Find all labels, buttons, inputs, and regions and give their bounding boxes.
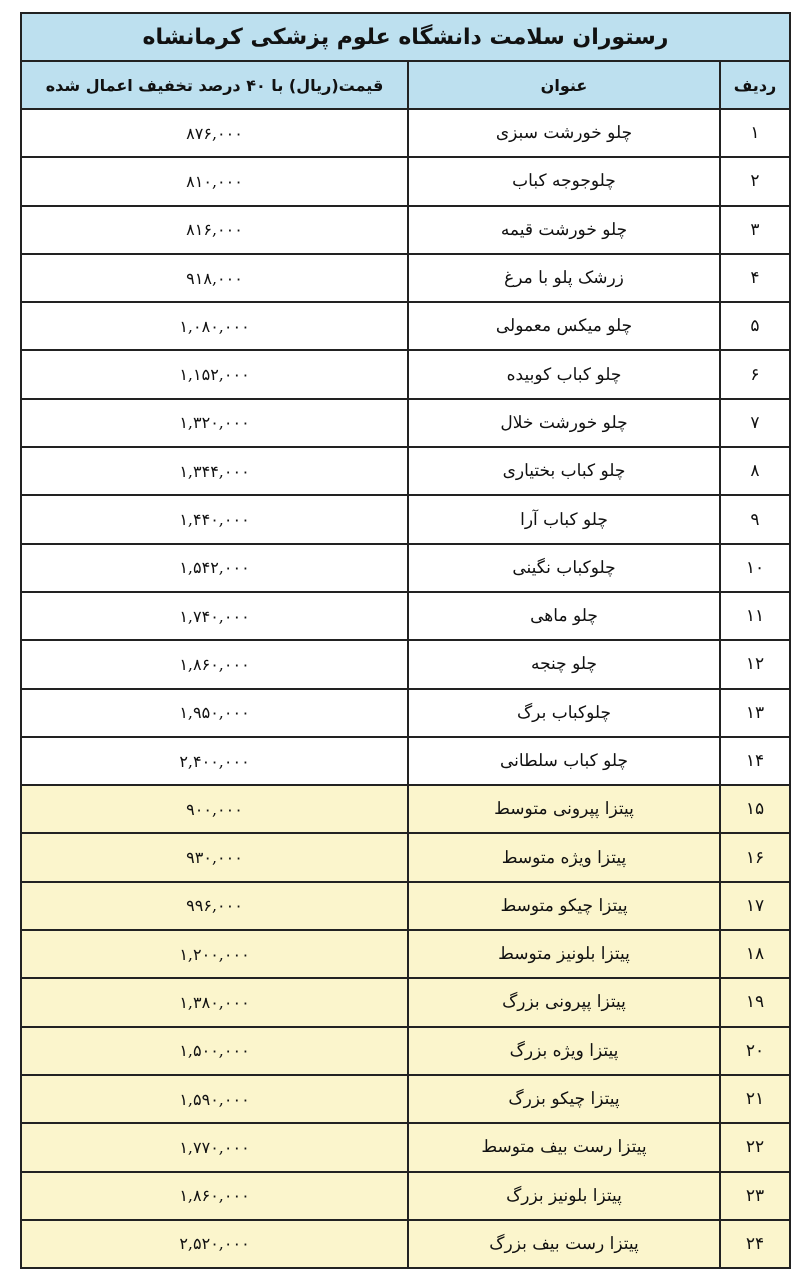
row-name: چلو خورشت قیمه (408, 206, 720, 254)
row-price: ۱,۸۶۰,۰۰۰ (21, 1172, 408, 1220)
row-name: چلو کباب کوبیده (408, 350, 720, 398)
row-price: ۱,۳۴۴,۰۰۰ (21, 447, 408, 495)
row-name: پیتزا بلونیز بزرگ (408, 1172, 720, 1220)
table-row (21, 978, 790, 1026)
row-name: چلو کباب سلطانی (408, 737, 720, 785)
menu-price-table (20, 12, 791, 1269)
table-row (21, 350, 790, 398)
row-index: ۷ (720, 399, 790, 447)
table-row (21, 1220, 790, 1268)
row-price: ۹۳۰,۰۰۰ (21, 833, 408, 881)
row-price: ۱,۹۵۰,۰۰۰ (21, 689, 408, 737)
table-row (21, 592, 790, 640)
table-row (21, 882, 790, 930)
row-index: ۲۱ (720, 1075, 790, 1123)
title-row (21, 13, 790, 61)
row-index: ۱۰ (720, 544, 790, 592)
row-index: ۱۹ (720, 978, 790, 1026)
row-name: پیتزا بلونیز متوسط (408, 930, 720, 978)
row-name: چلو کباب آرا (408, 495, 720, 543)
row-name: پیتزا ویژه متوسط (408, 833, 720, 881)
row-name: پیتزا پپرونی متوسط (408, 785, 720, 833)
row-price: ۸۱۶,۰۰۰ (21, 206, 408, 254)
row-price: ۱,۱۵۲,۰۰۰ (21, 350, 408, 398)
row-name: چلو میکس معمولی (408, 302, 720, 350)
row-index: ۴ (720, 254, 790, 302)
row-index: ۲۲ (720, 1123, 790, 1171)
row-name: چلو خورشت سبزی (408, 109, 720, 157)
table-row (21, 447, 790, 495)
row-index: ۱۷ (720, 882, 790, 930)
header-name: عنوان (408, 61, 720, 109)
row-index: ۲ (720, 157, 790, 205)
table-row (21, 1123, 790, 1171)
table-row (21, 254, 790, 302)
row-price: ۲,۵۲۰,۰۰۰ (21, 1220, 408, 1268)
table-row (21, 1027, 790, 1075)
header-index: ردیف (720, 61, 790, 109)
row-price: ۲,۴۰۰,۰۰۰ (21, 737, 408, 785)
header-price: قیمت(ریال) با ۴۰ درصد تخفیف اعمال شده (21, 61, 408, 109)
row-name: پیتزا ویژه بزرگ (408, 1027, 720, 1075)
row-price: ۱,۷۴۰,۰۰۰ (21, 592, 408, 640)
row-name: چلو خورشت خلال (408, 399, 720, 447)
row-price: ۱,۵۹۰,۰۰۰ (21, 1075, 408, 1123)
row-price: ۸۱۰,۰۰۰ (21, 157, 408, 205)
table-row (21, 737, 790, 785)
row-name: پیتزا پپرونی بزرگ (408, 978, 720, 1026)
table-row (21, 302, 790, 350)
row-name: چلو چنجه (408, 640, 720, 688)
row-name: زرشک پلو با مرغ (408, 254, 720, 302)
table-title: رستوران سلامت دانشگاه علوم پزشکی کرمانشاه (21, 13, 790, 61)
row-name: پیتزا رست بیف بزرگ (408, 1220, 720, 1268)
table-row (21, 495, 790, 543)
row-index: ۹ (720, 495, 790, 543)
table-row (21, 930, 790, 978)
row-index: ۱۲ (720, 640, 790, 688)
row-index: ۱۳ (720, 689, 790, 737)
header-row (21, 61, 790, 109)
row-price: ۱,۲۰۰,۰۰۰ (21, 930, 408, 978)
row-index: ۲۰ (720, 1027, 790, 1075)
row-index: ۲۴ (720, 1220, 790, 1268)
table-row (21, 689, 790, 737)
row-index: ۱۴ (720, 737, 790, 785)
table-row (21, 833, 790, 881)
row-price: ۱,۵۰۰,۰۰۰ (21, 1027, 408, 1075)
row-price: ۱,۸۶۰,۰۰۰ (21, 640, 408, 688)
table-row (21, 1075, 790, 1123)
row-name: چلو ماهی (408, 592, 720, 640)
row-price: ۱,۴۴۰,۰۰۰ (21, 495, 408, 543)
table-row (21, 544, 790, 592)
row-price: ۱,۰۸۰,۰۰۰ (21, 302, 408, 350)
row-name: پیتزا چیکو متوسط (408, 882, 720, 930)
table-row (21, 785, 790, 833)
row-name: چلو کباب بختیاری (408, 447, 720, 495)
row-price: ۹۱۸,۰۰۰ (21, 254, 408, 302)
row-index: ۱۱ (720, 592, 790, 640)
table-row (21, 1172, 790, 1220)
row-name: چلوکباب نگینی (408, 544, 720, 592)
row-index: ۶ (720, 350, 790, 398)
table-row (21, 109, 790, 157)
row-name: چلوجوجه کباب (408, 157, 720, 205)
row-index: ۵ (720, 302, 790, 350)
row-name: پیتزا رست بیف متوسط (408, 1123, 720, 1171)
row-price: ۱,۳۸۰,۰۰۰ (21, 978, 408, 1026)
row-price: ۱,۷۷۰,۰۰۰ (21, 1123, 408, 1171)
table-row (21, 640, 790, 688)
row-price: ۱,۳۲۰,۰۰۰ (21, 399, 408, 447)
row-name: چلوکباب برگ (408, 689, 720, 737)
row-index: ۱۵ (720, 785, 790, 833)
row-index: ۳ (720, 206, 790, 254)
row-index: ۱۶ (720, 833, 790, 881)
row-price: ۹۹۶,۰۰۰ (21, 882, 408, 930)
row-price: ۱,۵۴۲,۰۰۰ (21, 544, 408, 592)
row-index: ۸ (720, 447, 790, 495)
table-row (21, 157, 790, 205)
row-index: ۲۳ (720, 1172, 790, 1220)
row-index: ۱ (720, 109, 790, 157)
table-row (21, 399, 790, 447)
row-index: ۱۸ (720, 930, 790, 978)
row-name: پیتزا چیکو بزرگ (408, 1075, 720, 1123)
row-price: ۸۷۶,۰۰۰ (21, 109, 408, 157)
table-row (21, 206, 790, 254)
row-price: ۹۰۰,۰۰۰ (21, 785, 408, 833)
